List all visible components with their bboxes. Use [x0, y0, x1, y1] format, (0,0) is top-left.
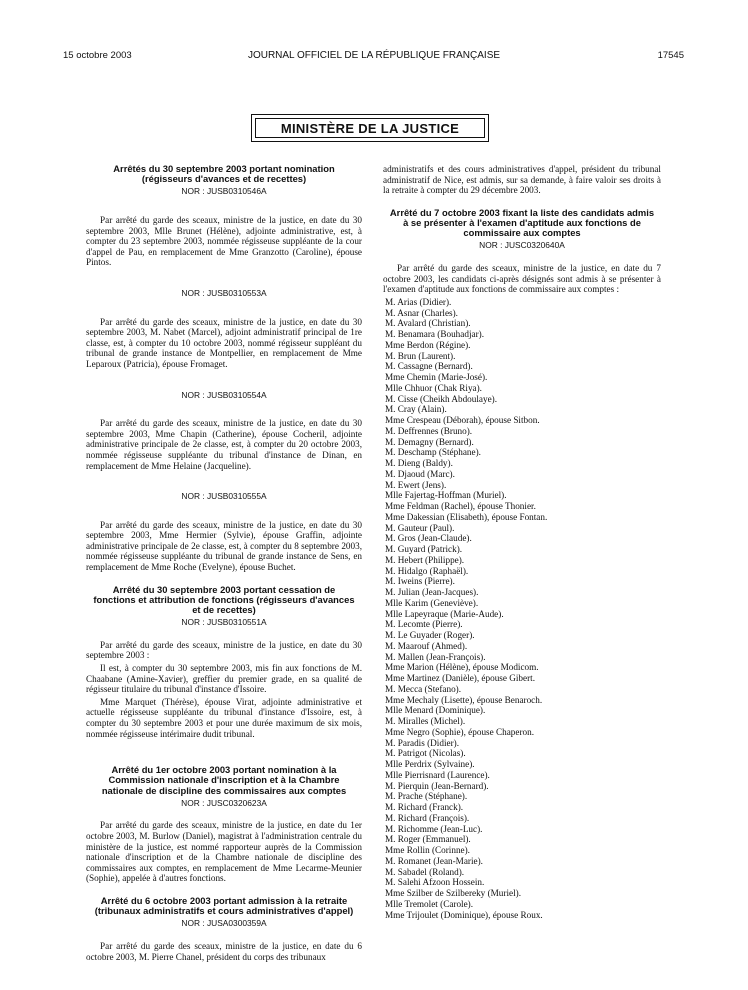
decree-paragraph: Par arrêté du garde des sceaux, ministre de la justice, en date du 30 septembre 2003, Mme Hermier (Sylvie), épouse Graffin, adjointe administrative principale de 2e classe, est, à compter du 8 septembre 2003, nommée régisseuse suppléante du tribunal de grande instance de Sens, en remplacement de Mme Roche (Evelyne), épouse Buchet. [86, 519, 362, 573]
list-item: M. Sabadel (Roland). [385, 866, 465, 877]
ministry-title: MINISTÈRE DE LA JUSTICE [255, 118, 485, 138]
ministry-banner [251, 114, 489, 142]
list-item: M. Djaoud (Marc). [385, 468, 455, 479]
list-item: M. Guyard (Patrick). [385, 544, 463, 555]
decree-paragraph: Par arrêté du garde des sceaux, ministre de la justice, en date du 30 septembre 2003, M. Nabet (Marcel), adjoint administratif principal de 1re classe, est, à compter du 10 octobre 2003, nommé régisseur suppléant du tribunal de grande instance de Montpellier, en remplacement de Mme Leparoux (Patricia), épouse Fromaget. [86, 316, 362, 369]
list-item: Mlle Menard (Dominique). [385, 705, 486, 716]
nor-reference: NOR : JUSB0310553A [181, 287, 267, 298]
list-item: M. Hidalgo (Raphaël). [385, 565, 469, 576]
decree-paragraph: Par arrêté du garde des sceaux, ministre de la justice, en date du 30 septembre 2003, Mlle Brunet (Hélène), adjointe administrative, est, à compter du 23 septembre 2003, nommée régisseuse suppléante de la cour d'appel de Pau, en remplacement de Mme Granzotto (Caroline), épouse Pintos. [86, 215, 362, 268]
left-column [86, 164, 362, 974]
list-item: Mme Szilber de Szilbereky (Muriel). [385, 888, 521, 899]
decree-paragraph: Par arrêté du garde des sceaux, ministre de la justice, en date du 30 septembre 2003, Mme Chapin (Catherine), épouse Cocheril, adjointe administrative principale de 2e classe, est, à compter du 20 octobre 2003, nommée régisseuse suppléante du tribunal d'instance de Dinan, en remplacement de Mme Helaine (Jacqueline). [86, 418, 362, 471]
list-item: M. Avalard (Christian). [385, 318, 471, 329]
list-item: M. Cisse (Cheikh Abdoulaye). [385, 393, 498, 404]
decree-paragraph: Par arrêté du garde des sceaux, ministre de la justice, en date du 1er octobre 2003, M. Burlow (Daniel), magistrat à l'administration centrale du ministère de la justice, est nommé rapporteur auprès de la Commission nationale d'inscription et de la Chambre nationale de discipline des commissaires aux comptes, en remplacement de Mme Lecarme-Meunier (Sophie), appelée à d'autres fonctions. [86, 820, 362, 884]
list-item: M. Miralles (Michel). [385, 716, 466, 727]
list-item: M. Iweins (Pierre). [385, 576, 455, 587]
list-item: M. Maarouf (Ahmed). [385, 640, 468, 651]
nor-reference: NOR : JUSB0310555A [181, 491, 267, 502]
list-item: M. Le Guyader (Roger). [385, 630, 475, 641]
decree-paragraph: Mme Marquet (Thérèse), épouse Virat, adjointe administrative et actuelle régisseuse suppléante du tribunal d'instance d'Issoire, est, à compter du 30 septembre 2003 et pour une durée maximum de six mois, nommée régisseuse intérimaire dudit tribunal. [86, 696, 362, 739]
right-column [383, 164, 661, 920]
section-title-candidats: Arrêté du 7 octobre 2003 fixant la liste des candidats admis à se présenter à l'examen d'aptitude aux fonctions de commissaire aux comptes [389, 206, 655, 239]
decree-paragraph-continued: administratifs et des cours administratives d'appel, président du tribunal administratif de Nice, est admis, sur sa demande, à faire valoir ses droits à la retraite à compter du 29 décembre 2003. [383, 164, 661, 196]
list-item: M. Roger (Emmanuel). [385, 834, 471, 845]
list-item: M. Brun (Laurent). [385, 350, 456, 361]
nor-reference: NOR : JUSB0310554A [181, 389, 267, 400]
list-item: Mlle Pierrisnard (Laurence). [385, 769, 490, 780]
list-item: M. Arias (Didier). [385, 296, 452, 307]
list-item: M. Paradis (Didier). [385, 737, 459, 748]
decree-paragraph: Il est, à compter du 30 septembre 2003, mis fin aux fonctions de M. Chaabane (Amine-Xavier), greffier du premier grade, en sa qualité de régisseur titulaire du tribunal d'instance d'Issoire. [86, 663, 362, 695]
header-page-number: 17545 [657, 50, 684, 61]
nor-reference: NOR : JUSB0310546A [181, 186, 267, 197]
nor-reference: NOR : JUSC0320623A [181, 797, 267, 808]
list-item: Mlle Fajertag-Hoffman (Muriel). [385, 490, 507, 501]
list-item: Mme Rollin (Corinne). [385, 845, 470, 856]
section-title-nomination: Arrêtés du 30 septembre 2003 portant nomination (régisseurs d'avances et de recettes) [113, 163, 335, 185]
list-item: M. Mecca (Stefano). [385, 683, 462, 694]
list-item: M. Pierquin (Jean-Bernard). [385, 780, 489, 791]
list-item: Mme Negro (Sophie), épouse Chaperon. [385, 726, 535, 737]
list-item: Mme Crespeau (Déborah), épouse Sitbon. [385, 415, 540, 426]
section-title-commission: Arrêté du 1er octobre 2003 portant nomination à la Commission nationale d'inscription et à la Chambre nationale de discipline des commissaires aux comptes [101, 764, 347, 796]
list-item: M. Salehi Afzoon Hossein. [385, 877, 485, 888]
header-journal-title: JOURNAL OFFICIEL DE LA RÉPUBLIQUE FRANÇAISE [247, 50, 501, 61]
list-item: Mme Feldman (Rachel), épouse Thonier. [385, 501, 536, 512]
list-item: M. Richomme (Jean-Luc). [385, 823, 483, 834]
decree-paragraph: Par arrêté du garde des sceaux, ministre de la justice, en date du 7 octobre 2003, les candidats ci-après désignés sont admis à se présenter à l'examen d'aptitude aux fonctions de commissaire aux comptes : [383, 262, 661, 295]
list-item: M. Lecomte (Pierre). [385, 619, 463, 630]
list-item: M. Romanet (Jean-Marie). [385, 855, 483, 866]
list-item: M. Asnar (Charles). [385, 307, 458, 318]
decree-paragraph: Par arrêté du garde des sceaux, ministre de la justice, en date du 30 septembre 2003 : [86, 639, 362, 661]
list-item: M. Demagny (Bernard). [385, 436, 474, 447]
list-item: M. Ewert (Jens). [385, 479, 447, 490]
list-item: M. Julian (Jean-Jacques). [385, 587, 479, 598]
list-item: Mme Mechaly (Lisette), épouse Benaroch. [385, 694, 543, 705]
list-item: Mme Dakessian (Elisabeth), épouse Fontan. [385, 511, 548, 522]
nor-reference: NOR : JUSA0300359A [181, 918, 267, 929]
decree-paragraph: Par arrêté du garde des sceaux, ministre de la justice, en date du 6 octobre 2003, M. Pierre Chanel, président du corps des tribunaux [86, 940, 362, 962]
list-item: Mme Berdon (Régine). [385, 339, 471, 350]
list-item: M. Prache (Stéphane). [385, 791, 468, 802]
header-date: 15 octobre 2003 [63, 50, 132, 61]
list-item: M. Benamara (Bouhadjar). [385, 329, 484, 340]
list-item: Mlle Chhuor (Chak Riya). [385, 382, 482, 393]
list-item: Mme Martinez (Danièle), épouse Gibert. [385, 673, 536, 684]
list-item: Mlle Tremolet (Carole). [385, 898, 474, 909]
list-item: M. Gros (Jean-Claude). [385, 533, 472, 544]
list-item: M. Patrigot (Nicolas). [385, 748, 466, 759]
section-title-cessation: Arrêté du 30 septembre 2003 portant cessation de fonctions et attribution de fonctions (régisseurs d'avances et de recettes) [93, 583, 355, 616]
list-item: Mme Marion (Hélène), épouse Modicom. [385, 662, 539, 673]
list-item: M. Deschamp (Stéphane). [385, 447, 481, 458]
list-item: M. Deffrennes (Bruno). [385, 425, 473, 436]
list-item: M. Mallen (Jean-François). [385, 651, 486, 662]
list-item: Mlle Karim (Geneviève). [385, 597, 479, 608]
list-item: Mlle Lapeyraque (Marie-Aude). [385, 608, 504, 619]
nor-reference: NOR : JUSB0310551A [181, 617, 267, 628]
section-title-retraite: Arrêté du 6 octobre 2003 portant admission à la retraite (tribunaux administratifs et cours administratives d'appel) [94, 894, 354, 917]
list-item: Mlle Perdrix (Sylvaine). [385, 759, 475, 770]
list-item: M. Dieng (Baldy). [385, 458, 453, 469]
candidate-list [383, 297, 661, 921]
list-item: M. Gauteur (Paul). [385, 522, 455, 533]
list-item: Mme Chemin (Marie-José). [385, 372, 488, 383]
list-item: M. Hebert (Philippe). [385, 554, 465, 565]
list-item: M. Cray (Alain). [385, 404, 447, 415]
nor-reference: NOR : JUSC0320640A [479, 240, 565, 251]
list-item: Mme Trijoulet (Dominique), épouse Roux. [385, 909, 543, 920]
list-item: M. Cassagne (Bernard). [385, 361, 473, 372]
list-item: M. Richard (François). [385, 812, 470, 823]
list-item: M. Richard (Franck). [385, 802, 464, 813]
